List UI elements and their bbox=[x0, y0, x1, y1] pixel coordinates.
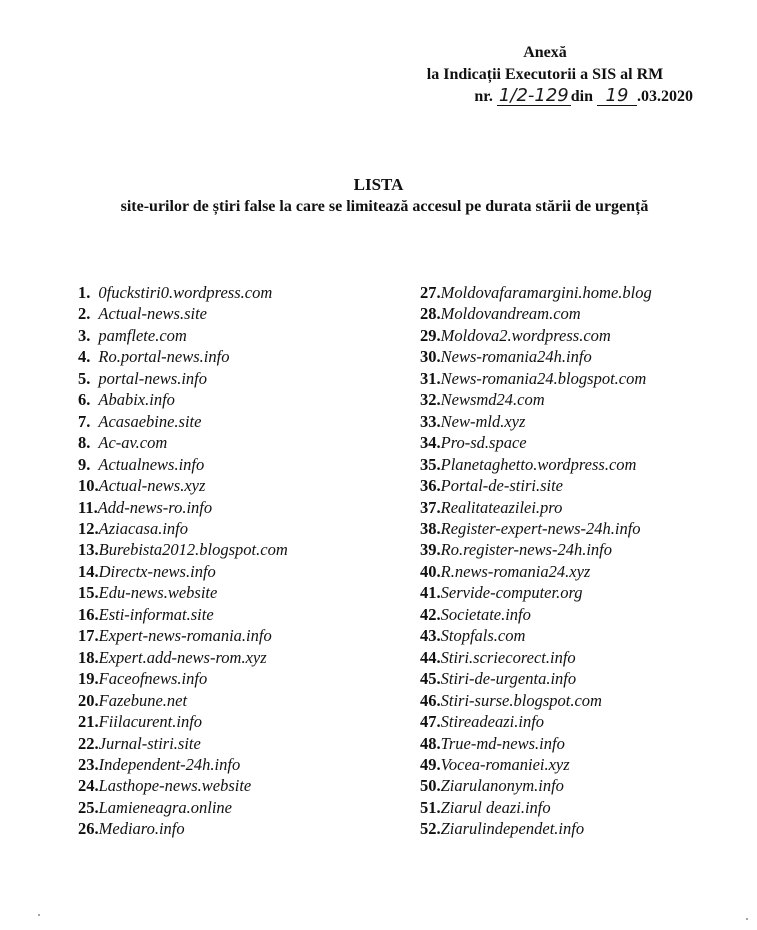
item-number: 9. bbox=[78, 454, 91, 474]
item-number: 2. bbox=[78, 304, 91, 324]
item-site: Newsmd24.com bbox=[440, 390, 545, 410]
item-site: Ro.portal-news.info bbox=[98, 347, 230, 367]
annex-label: Anexă bbox=[523, 44, 567, 61]
item-site: Moldova2.wordpress.com bbox=[440, 325, 611, 345]
list-item bbox=[420, 389, 740, 410]
handwritten-day: 19 bbox=[597, 87, 637, 106]
list-item bbox=[78, 582, 408, 603]
item-site: Faceofnews.info bbox=[98, 669, 208, 689]
item-number: 46. bbox=[420, 690, 441, 710]
list-item bbox=[420, 647, 740, 668]
annex-header bbox=[395, 42, 695, 108]
list-item bbox=[78, 604, 408, 625]
list-item bbox=[78, 733, 408, 754]
item-site: New-mld.xyz bbox=[440, 411, 526, 431]
handwritten-number: 1/2-129 bbox=[498, 85, 569, 106]
item-number: 44. bbox=[420, 647, 441, 667]
list-item bbox=[78, 346, 408, 367]
item-number: 12. bbox=[78, 518, 99, 538]
item-number: 33. bbox=[420, 411, 441, 431]
list-item bbox=[420, 432, 740, 453]
item-site: Planetaghetto.wordpress.com bbox=[440, 454, 637, 474]
list-item bbox=[420, 282, 740, 303]
list-item bbox=[78, 497, 408, 518]
item-site: Realitateazilei.pro bbox=[440, 497, 563, 517]
list-item bbox=[420, 497, 740, 518]
item-site: Fazebune.net bbox=[98, 690, 188, 710]
list-item bbox=[78, 625, 408, 646]
list-item bbox=[420, 797, 740, 818]
item-number: 43. bbox=[420, 626, 441, 646]
scan-speck bbox=[746, 918, 748, 920]
item-site: Expert.add-news-rom.xyz bbox=[98, 647, 267, 667]
item-site: Actual-news.site bbox=[98, 304, 207, 324]
list-item bbox=[78, 325, 408, 346]
item-number: 30. bbox=[420, 347, 441, 367]
item-number: 7. bbox=[78, 411, 91, 431]
din-label: din bbox=[570, 88, 593, 105]
item-site: Mediaro.info bbox=[98, 819, 185, 839]
item-site: Servide-computer.org bbox=[440, 583, 583, 603]
item-number: 36. bbox=[420, 476, 441, 496]
list-item bbox=[78, 818, 408, 839]
list-item bbox=[78, 754, 408, 775]
item-number: 25. bbox=[78, 797, 99, 817]
item-site: Stiri-surse.blogspot.com bbox=[440, 690, 602, 710]
item-site: Stireadeazi.info bbox=[440, 712, 545, 732]
list-item bbox=[420, 368, 740, 389]
item-site: Ziarul deazi.info bbox=[440, 797, 551, 817]
item-number: 48. bbox=[420, 733, 441, 753]
list-item bbox=[78, 411, 408, 432]
item-site: Acasaebine.site bbox=[98, 411, 202, 431]
item-number: 17. bbox=[78, 626, 99, 646]
item-site: Edu-news.website bbox=[98, 583, 218, 603]
item-number: 21. bbox=[78, 712, 99, 732]
list-item bbox=[78, 475, 408, 496]
list-item bbox=[78, 539, 408, 560]
item-site: Pro-sd.space bbox=[440, 433, 527, 453]
list-item bbox=[420, 475, 740, 496]
date-suffix: .03.2020 bbox=[637, 88, 693, 105]
item-number: 6. bbox=[78, 390, 91, 410]
item-site: True-md-news.info bbox=[440, 733, 565, 753]
item-number: 24. bbox=[78, 776, 99, 796]
item-number: 51. bbox=[420, 797, 441, 817]
list-item bbox=[78, 368, 408, 389]
item-site: Ziarulindependet.info bbox=[440, 819, 585, 839]
item-site: Stiri-de-urgenta.info bbox=[440, 669, 577, 689]
list-item bbox=[78, 432, 408, 453]
item-number: 20. bbox=[78, 690, 99, 710]
item-site: Moldovandream.com bbox=[440, 304, 581, 324]
scan-speck bbox=[38, 914, 40, 916]
item-site: Societate.info bbox=[440, 604, 531, 624]
item-number: 3. bbox=[78, 325, 91, 345]
list-item bbox=[78, 797, 408, 818]
item-number: 37. bbox=[420, 497, 441, 517]
list-item bbox=[420, 775, 740, 796]
list-item bbox=[78, 303, 408, 324]
item-site: pamflete.com bbox=[98, 325, 187, 345]
item-site: Esti-informat.site bbox=[98, 604, 214, 624]
item-number: 40. bbox=[420, 561, 441, 581]
item-site: Portal-de-stiri.site bbox=[440, 476, 563, 496]
item-number: 23. bbox=[78, 754, 99, 774]
list-item bbox=[420, 454, 740, 475]
item-site: Ababix.info bbox=[98, 390, 175, 410]
item-number: 18. bbox=[78, 647, 99, 667]
item-number: 27. bbox=[420, 283, 441, 302]
item-number: 19. bbox=[78, 669, 99, 689]
list-item bbox=[78, 282, 408, 303]
list-item bbox=[78, 775, 408, 796]
item-site: Burebista2012.blogspot.com bbox=[98, 540, 288, 560]
list-item bbox=[78, 711, 408, 732]
list-item bbox=[78, 389, 408, 410]
list-item bbox=[78, 518, 408, 539]
item-number: 15. bbox=[78, 583, 99, 603]
annex-reference: la Indicații Executorii a SIS al RM bbox=[426, 66, 664, 83]
item-number: 50. bbox=[420, 776, 441, 796]
item-site: Lamieneagra.online bbox=[98, 797, 232, 817]
item-number: 31. bbox=[420, 368, 441, 388]
item-number: 5. bbox=[78, 368, 91, 388]
item-site: 0fuckstiri0.wordpress.com bbox=[98, 283, 273, 302]
list-item bbox=[78, 690, 408, 711]
item-site: Stiri.scriecorect.info bbox=[440, 647, 576, 667]
item-number: 52. bbox=[420, 819, 441, 839]
item-number: 45. bbox=[420, 669, 441, 689]
item-number: 13. bbox=[78, 540, 99, 560]
item-number: 1. bbox=[78, 283, 91, 302]
item-site: Ziarulanonym.info bbox=[440, 776, 564, 796]
item-site: Ac-av.com bbox=[98, 433, 168, 453]
item-site: Stopfals.com bbox=[440, 626, 526, 646]
item-number: 10. bbox=[78, 476, 99, 496]
item-number: 38. bbox=[420, 518, 441, 538]
site-list-left-column bbox=[78, 282, 408, 840]
list-item bbox=[420, 604, 740, 625]
list-item bbox=[78, 668, 408, 689]
list-item bbox=[420, 411, 740, 432]
item-number: 39. bbox=[420, 540, 441, 560]
item-site: portal-news.info bbox=[98, 368, 208, 388]
item-site: R.news-romania24.xyz bbox=[440, 561, 591, 581]
item-site: Aziacasa.info bbox=[98, 518, 188, 538]
document-title bbox=[0, 174, 757, 218]
title-heading: LISTA bbox=[353, 175, 404, 194]
item-number: 29. bbox=[420, 325, 441, 345]
list-item bbox=[420, 625, 740, 646]
item-number: 32. bbox=[420, 390, 441, 410]
item-site: Independent-24h.info bbox=[98, 754, 241, 774]
item-number: 42. bbox=[420, 604, 441, 624]
list-item bbox=[420, 325, 740, 346]
list-item bbox=[420, 668, 740, 689]
list-item bbox=[420, 582, 740, 603]
list-item bbox=[420, 711, 740, 732]
list-item bbox=[420, 303, 740, 324]
item-site: Actualnews.info bbox=[98, 454, 205, 474]
item-site: News-romania24h.info bbox=[440, 347, 592, 367]
item-site: Moldovafaramargini.home.blog bbox=[440, 283, 652, 302]
list-item bbox=[420, 346, 740, 367]
item-site: Expert-news-romania.info bbox=[98, 626, 272, 646]
list-item bbox=[420, 518, 740, 539]
list-item bbox=[420, 561, 740, 582]
item-number: 35. bbox=[420, 454, 441, 474]
item-number: 16. bbox=[78, 604, 99, 624]
item-number: 4. bbox=[78, 347, 91, 367]
list-item bbox=[78, 454, 408, 475]
item-number: 47. bbox=[420, 712, 441, 732]
item-site: Actual-news.xyz bbox=[98, 476, 206, 496]
list-item bbox=[78, 561, 408, 582]
list-item bbox=[78, 647, 408, 668]
annex-number-date bbox=[395, 86, 695, 108]
list-item bbox=[420, 733, 740, 754]
nr-label: nr. bbox=[474, 88, 493, 105]
item-number: 11. bbox=[78, 497, 98, 517]
list-item bbox=[420, 754, 740, 775]
list-item bbox=[420, 690, 740, 711]
item-site: Fiilacurent.info bbox=[98, 712, 203, 732]
item-number: 14. bbox=[78, 561, 99, 581]
item-site: Add-news-ro.info bbox=[97, 497, 213, 517]
item-site: Register-expert-news-24h.info bbox=[440, 518, 641, 538]
item-site: Ro.register-news-24h.info bbox=[440, 540, 612, 560]
item-site: Directx-news.info bbox=[98, 561, 216, 581]
item-number: 26. bbox=[78, 819, 99, 839]
title-subtitle: site-urilor de știri false la care se limitează accesul pe durata stării de urgență bbox=[120, 198, 649, 215]
site-list-right-column bbox=[420, 282, 740, 840]
item-number: 49. bbox=[420, 754, 441, 774]
item-site: Vocea-romaniei.xyz bbox=[440, 754, 570, 774]
item-number: 28. bbox=[420, 304, 441, 324]
item-site: Lasthope-news.website bbox=[98, 776, 252, 796]
item-number: 8. bbox=[78, 433, 91, 453]
item-number: 41. bbox=[420, 583, 441, 603]
item-site: Jurnal-stiri.site bbox=[98, 733, 201, 753]
item-site: News-romania24.blogspot.com bbox=[440, 368, 647, 388]
item-number: 34. bbox=[420, 433, 441, 453]
list-item bbox=[420, 818, 740, 839]
item-number: 22. bbox=[78, 733, 99, 753]
list-item bbox=[420, 539, 740, 560]
